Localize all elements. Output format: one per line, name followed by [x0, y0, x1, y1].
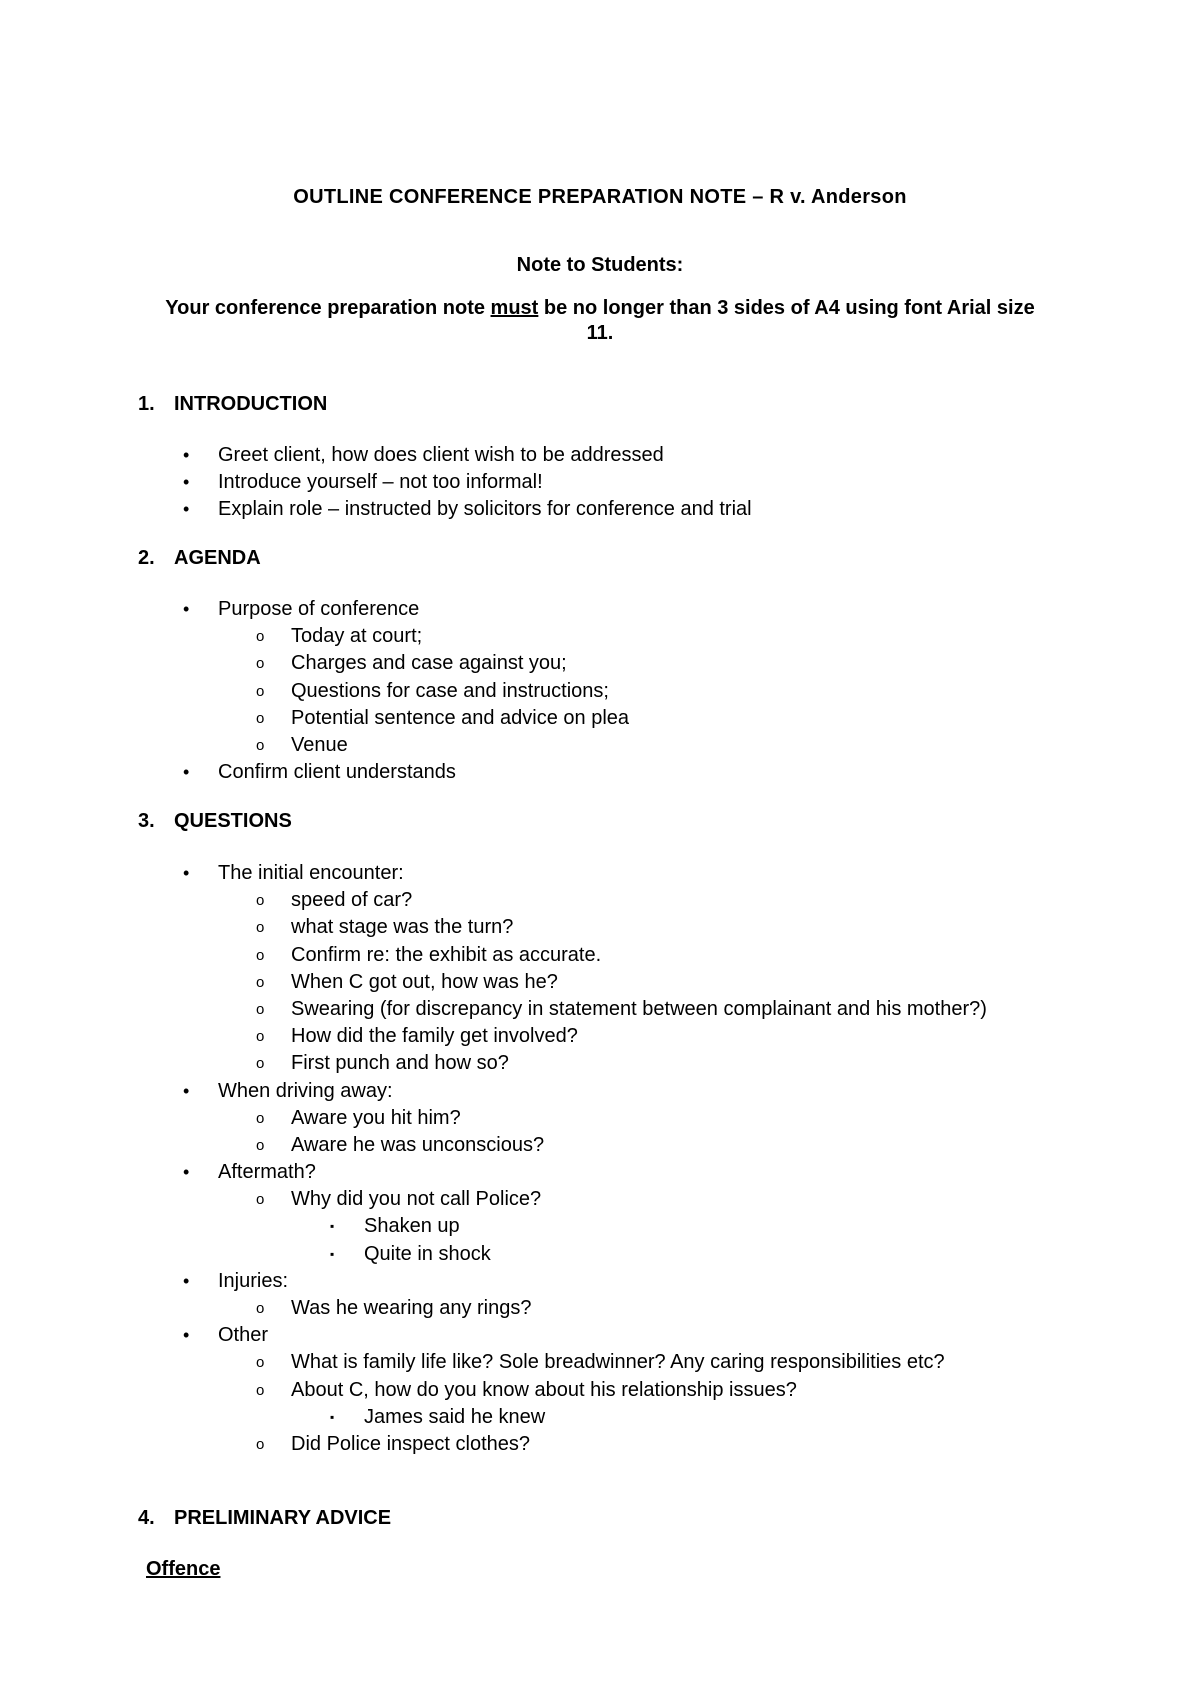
section-heading-questions [138, 810, 292, 833]
list-item: o How did the family get involved? [0, 1023, 1200, 1050]
bullet-icon: • [183, 1162, 190, 1183]
section-title: INTRODUCTION [174, 393, 328, 415]
list-item: • Greet client, how does client wish to be addressed [0, 442, 1200, 469]
square-bullet-icon: ▪ [330, 1219, 335, 1234]
list-item: • Injuries: [0, 1268, 1200, 1295]
questions-list [0, 860, 1200, 1458]
note-heading: Note to Students: [516, 254, 684, 276]
agenda-list [0, 596, 1200, 786]
list-item: o About C, how do you know about his relationship issues? [0, 1377, 1200, 1404]
circle-bullet-icon: o [256, 682, 265, 700]
note-emphasis: must [490, 297, 539, 319]
circle-bullet-icon: o [256, 1435, 265, 1453]
bullet-icon: • [183, 1270, 190, 1291]
list-item: o Aware he was unconscious? [0, 1132, 1200, 1159]
bullet-icon: • [183, 499, 190, 520]
list-item: • Confirm client understands [0, 759, 1200, 786]
circle-bullet-icon: o [256, 1354, 265, 1372]
bullet-icon: • [183, 472, 190, 493]
circle-bullet-icon: o [256, 1028, 265, 1046]
section-title: AGENDA [174, 547, 261, 569]
list-item: • Aftermath? [0, 1159, 1200, 1186]
list-item: o First punch and how so? [0, 1050, 1200, 1077]
circle-bullet-icon: o [256, 973, 265, 991]
bullet-icon: • [183, 863, 190, 883]
section-number: 1. [138, 393, 155, 415]
list-item: ▪ Shaken up [0, 1213, 1200, 1240]
list-item: • Introduce yourself – not too informal! [0, 469, 1200, 496]
circle-bullet-icon: o [256, 628, 265, 646]
circle-bullet-icon: o [256, 1109, 265, 1127]
section-heading-preliminary-advice [138, 1507, 391, 1530]
list-item: • The initial encounter: [0, 860, 1200, 887]
note-body [150, 296, 1050, 346]
list-item: ▪ Quite in shock [0, 1241, 1200, 1268]
list-item: o Why did you not call Police? [0, 1186, 1200, 1213]
circle-bullet-icon: o [256, 1191, 265, 1209]
circle-bullet-icon: o [256, 1000, 265, 1018]
square-bullet-icon: ▪ [330, 1246, 335, 1261]
offence-subheading: Offence [146, 1558, 221, 1580]
circle-bullet-icon: o [256, 1136, 265, 1154]
circle-bullet-icon: o [256, 946, 265, 964]
circle-bullet-icon: o [256, 1300, 265, 1318]
section-title: PRELIMINARY ADVICE [174, 1507, 392, 1529]
list-item: • Explain role – instructed by solicitors for conference and trial [0, 496, 1200, 523]
list-item: o Aware you hit him? [0, 1105, 1200, 1132]
list-item: o what stage was the turn? [0, 914, 1200, 941]
circle-bullet-icon: o [256, 655, 265, 673]
bullet-icon: • [183, 599, 190, 619]
circle-bullet-icon: o [256, 1055, 265, 1073]
bullet-icon: • [183, 762, 190, 783]
section-title: QUESTIONS [174, 810, 292, 832]
circle-bullet-icon: o [256, 1381, 265, 1399]
square-bullet-icon: ▪ [330, 1409, 335, 1424]
section-number: 3. [138, 810, 155, 832]
note-text-before: Your conference preparation note [165, 297, 491, 319]
list-item: o What is family life like? Sole breadwinner? Any caring responsibilities etc? [0, 1349, 1200, 1376]
bullet-icon: • [183, 1080, 190, 1101]
section-heading-introduction [138, 393, 327, 416]
list-item: o Swearing (for discrepancy in statement between complainant and his mother?) [0, 996, 1200, 1023]
introduction-list [0, 442, 1200, 524]
circle-bullet-icon: o [256, 919, 265, 937]
bullet-icon: • [183, 1325, 190, 1346]
list-item: • Other [0, 1322, 1200, 1349]
list-item: o Today at court; [0, 623, 1200, 650]
list-item: o Confirm re: the exhibit as accurate. [0, 942, 1200, 969]
list-item: • When driving away: [0, 1078, 1200, 1105]
list-item: o Potential sentence and advice on plea [0, 705, 1200, 732]
list-item: o speed of car? [0, 887, 1200, 914]
list-item: o Was he wearing any rings? [0, 1295, 1200, 1322]
circle-bullet-icon: o [256, 892, 265, 910]
circle-bullet-icon: o [256, 709, 265, 727]
section-number: 4. [138, 1507, 155, 1529]
list-item: o Venue [0, 732, 1200, 759]
list-item: o Charges and case against you; [0, 650, 1200, 677]
document-title: OUTLINE CONFERENCE PREPARATION NOTE – R v. Anderson [293, 186, 907, 208]
list-item: ▪ James said he knew [0, 1404, 1200, 1431]
list-item: • Purpose of conference [0, 596, 1200, 623]
note-text-after: be no longer than 3 sides of A4 using font Arial size 11. [538, 297, 1035, 344]
section-number: 2. [138, 547, 155, 569]
section-heading-agenda [138, 547, 261, 570]
circle-bullet-icon: o [256, 736, 265, 754]
bullet-icon: • [183, 445, 190, 465]
list-item: o Questions for case and instructions; [0, 678, 1200, 705]
list-item: o Did Police inspect clothes? [0, 1431, 1200, 1458]
list-item: o When C got out, how was he? [0, 969, 1200, 996]
